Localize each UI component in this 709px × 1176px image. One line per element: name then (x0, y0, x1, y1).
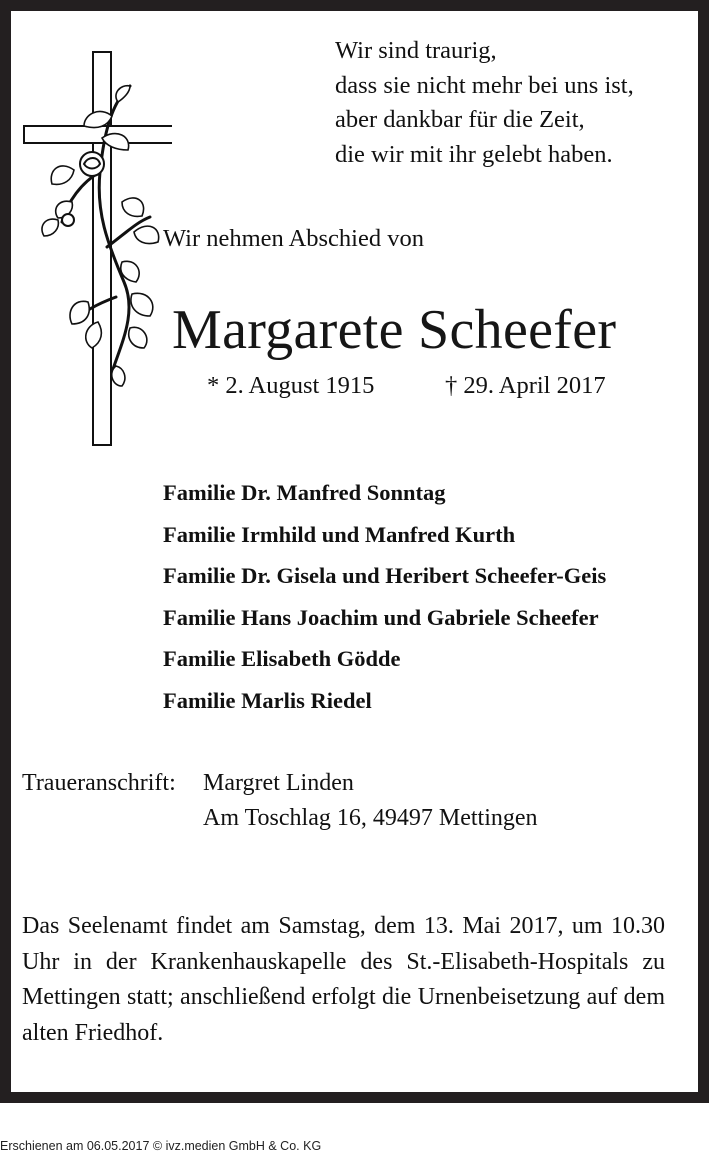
family-entry: Familie Hans Joachim und Gabriele Scheefer (163, 604, 599, 630)
quote-line: dass sie nicht mehr bei uns ist, (335, 71, 634, 99)
family-list (163, 472, 606, 722)
family-entry: Familie Elisabeth Gödde (163, 646, 401, 672)
address-name: Margret Linden (203, 770, 354, 796)
family-entry: Familie Dr. Gisela und Heribert Scheefer-Geis (163, 563, 607, 589)
death-date: † 29. April 2017 (445, 372, 606, 399)
birth-date: * 2. August 1915 (207, 372, 375, 399)
deceased-name: Margarete Scheefer (172, 299, 617, 361)
farewell-intro: Wir nehmen Abschied von (163, 225, 424, 252)
family-entry: Familie Marlis Riedel (163, 687, 372, 713)
quote-block (335, 34, 634, 172)
quote-line: Wir sind traurig, (335, 37, 497, 64)
address-street: Am Toschlag 16, 49497 Mettingen (203, 805, 538, 831)
service-announcement: Das Seelenamt findet am Samstag, dem 13. Mai 2017, um 10.30 Uhr in der Krankenhauskapelle des St.-Elisabeth-Hospitals zu Mettingen statt; anschließend erfolgt die Urnenbeisetzung auf dem alten Friedhof. (22, 913, 665, 1046)
publication-footer: Erschienen am 06.05.2017 © ivz.medien GmbH & Co. KG (0, 1139, 322, 1153)
quote-line: aber dankbar für die Zeit, (335, 106, 585, 133)
cross-with-roses-icon (12, 42, 172, 452)
family-entry: Familie Irmhild und Manfred Kurth (163, 521, 516, 547)
family-entry: Familie Dr. Manfred Sonntag (163, 480, 446, 505)
quote-line: die wir mit ihr gelebt haben. (335, 140, 613, 168)
address-label: Traueranschrift: (22, 770, 176, 796)
